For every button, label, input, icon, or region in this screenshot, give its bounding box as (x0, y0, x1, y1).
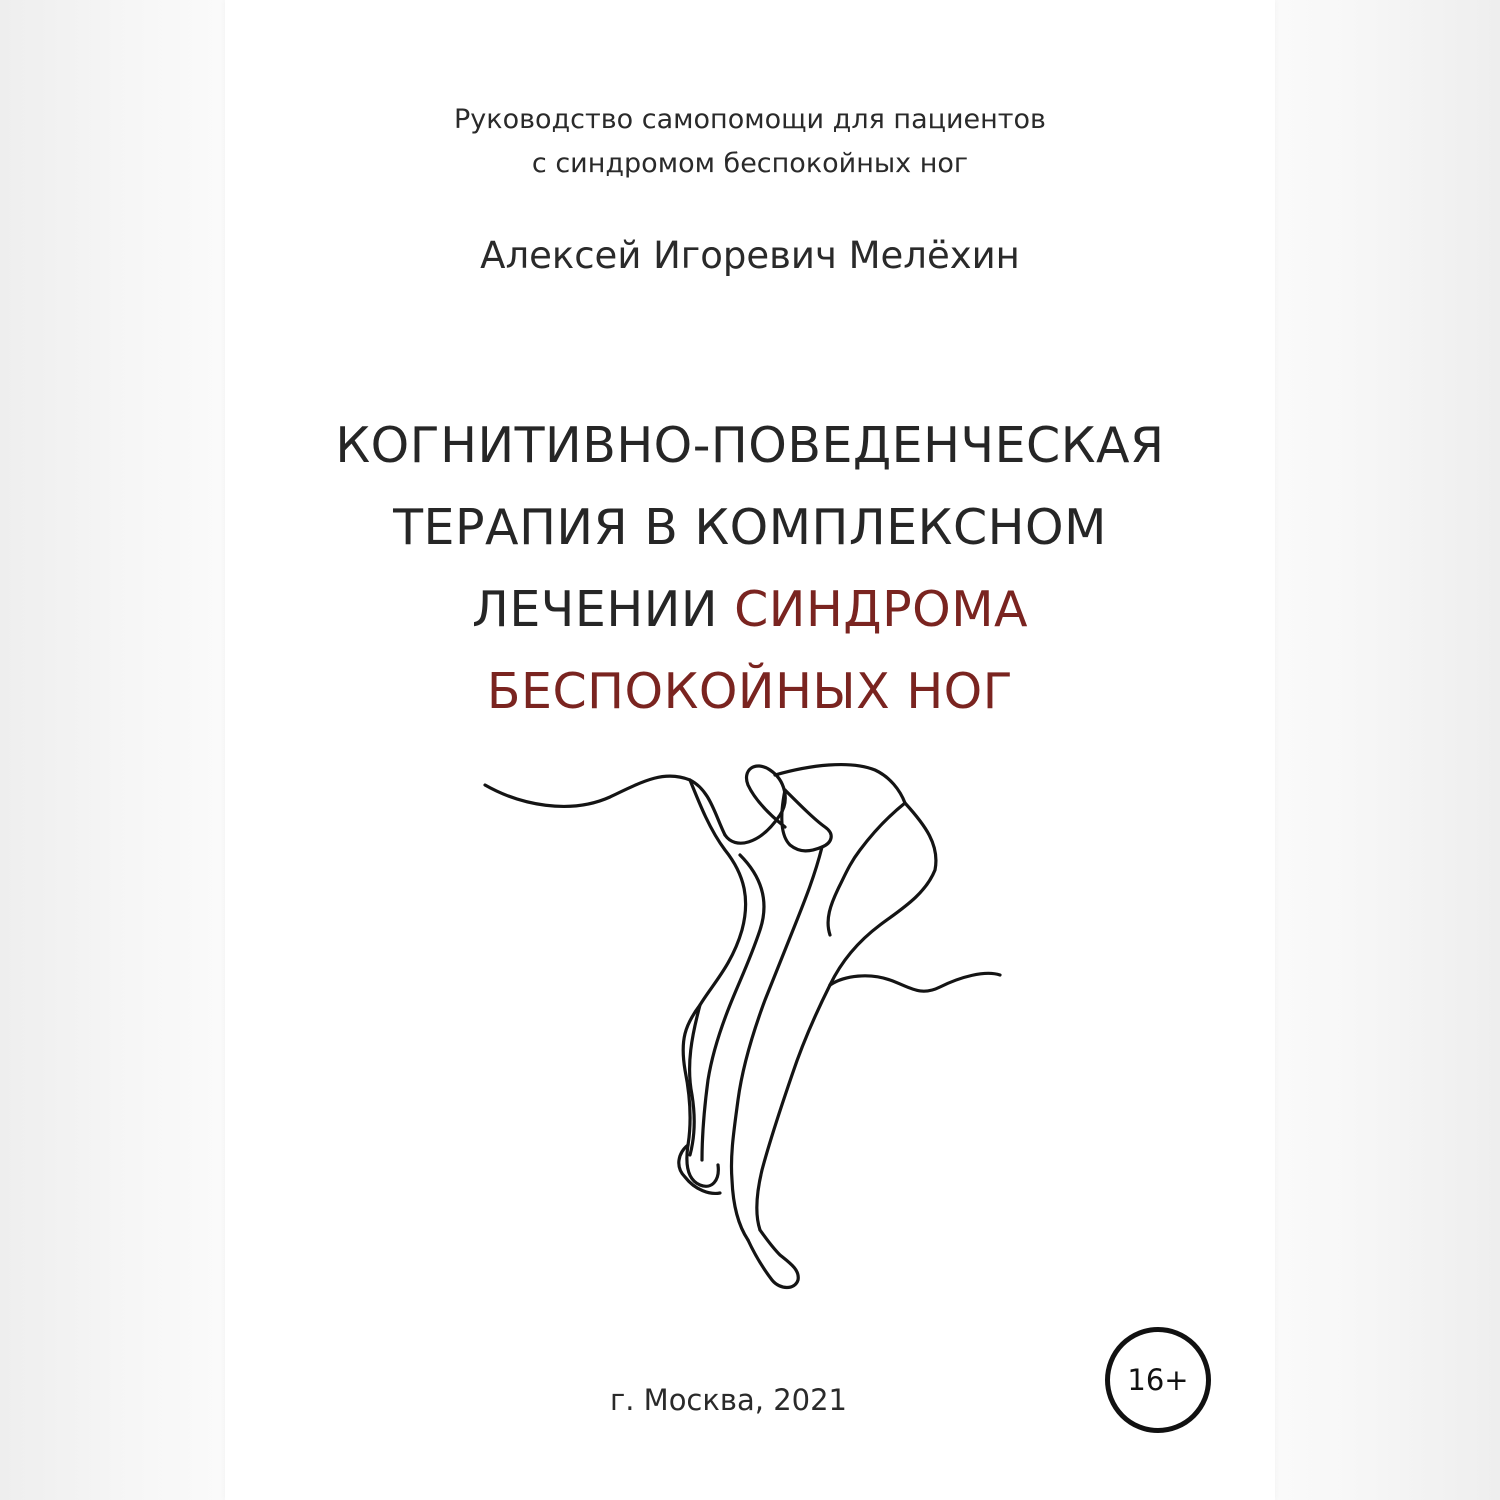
subtitle-line-1: Руководство самопомощи для пациентов (454, 104, 1046, 135)
age-rating-badge: 16+ (1105, 1327, 1211, 1433)
title-line-3-accent: СИНДРОМА (734, 581, 1028, 638)
title-line-3 (225, 569, 1275, 651)
title-line-2: ТЕРАПИЯ В КОМПЛЕКСНОМ (393, 499, 1107, 556)
title-line-3-plain: ЛЕЧЕНИИ (471, 581, 735, 638)
title-line-4-accent: БЕСПОКОЙНЫХ НОГ (486, 663, 1014, 720)
subtitle-line-2: с синдромом беспокойных ног (531, 148, 969, 179)
cover-subtitle (225, 98, 1275, 186)
title-line-1: КОГНИТИВНО-ПОВЕДЕНЧЕСКАЯ (335, 417, 1165, 474)
legs-line-drawing (480, 735, 1005, 1290)
publication-place-year: г. Москва, 2021 (610, 1383, 847, 1417)
book-cover (225, 0, 1275, 1500)
author-name: Алексей Игоревич Мелёхин (480, 234, 1020, 277)
book-title (225, 405, 1275, 733)
